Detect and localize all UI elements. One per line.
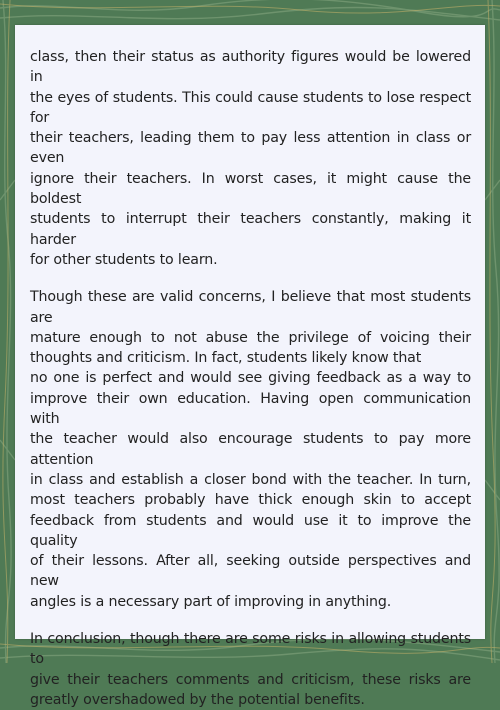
text-line: Though these are valid concerns, I believe that most students are — [30, 289, 471, 326]
text-line: mature enough to not abuse the privilege of voicing their — [30, 329, 471, 346]
text-line: ignore their teachers. In worst cases, it might cause the boldest — [30, 170, 471, 208]
text-line: feedback from students and would use it to improve the quality — [30, 512, 471, 549]
text-line: the eyes of students. This could cause students to lose respect for — [30, 89, 471, 126]
paragraph-2 — [30, 287, 471, 612]
text-line: students to interrupt their teachers constantly, making it harder — [30, 211, 471, 248]
text-line: their teachers, leading them to pay less attention in class or even — [30, 130, 471, 167]
text-line: in class and establish a closer bond with the teacher. In turn, — [30, 471, 471, 488]
text-line: no one is perfect and would see giving feedback as a way to — [30, 370, 471, 387]
text-line: improve their own education. Having open communication with — [30, 390, 471, 428]
text-line: greatly overshadowed by the potential benefits. — [30, 691, 365, 708]
text-line: angles is a necessary part of improving in anything. — [30, 593, 392, 610]
paragraph-3 — [30, 629, 471, 710]
text-line: thoughts and criticism. In fact, students likely know that — [30, 350, 422, 367]
document-page — [15, 25, 485, 708]
text-line: most teachers probably have thick enough skin to accept — [30, 492, 471, 509]
paragraph-1 — [30, 47, 471, 270]
text-line: of their lessons. After all, seeking outside perspectives and new — [30, 553, 471, 590]
text-line: In conclusion, though there are some risks in allowing students to — [30, 631, 471, 668]
text-line: class, then their status as authority figures would be lowered in — [30, 49, 471, 86]
text-line: for other students to learn. — [30, 251, 218, 268]
text-line: the teacher would also encourage students to pay more attention — [30, 431, 471, 468]
text-line: give their teachers comments and criticism, these risks are — [30, 671, 471, 688]
